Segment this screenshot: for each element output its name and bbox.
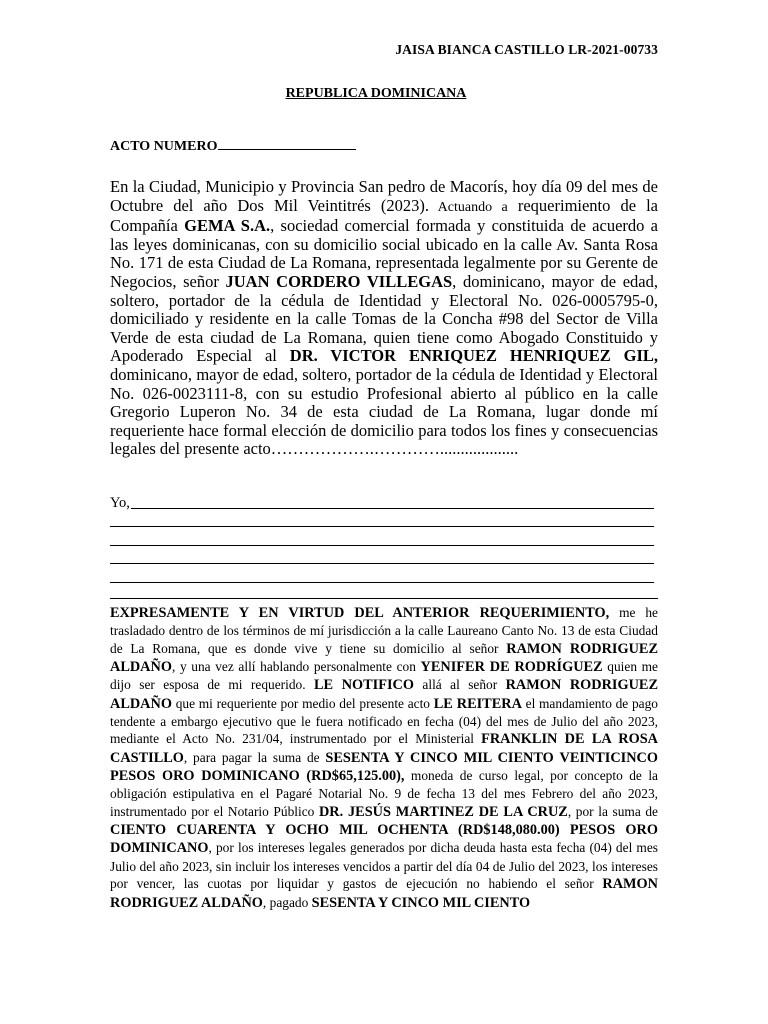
- document-reference-code: JAISA BIANCA CASTILLO LR-2021-00733: [395, 42, 658, 57]
- act-number-line: [110, 136, 356, 155]
- act-number-blank: [218, 136, 356, 150]
- intro-text-2: Actuando a: [429, 199, 508, 215]
- bailiff-blank-lines: [110, 493, 654, 586]
- act-number-label: ACTO NUMERO: [110, 139, 218, 154]
- intro-text-5: , dominicano, mayor de edad, soltero, portador de la cédula de Identidad y Electoral No. 026-0005795-0, domiciliado y residente en la calle Tomas de la Concha #98 del Sector de Villa Verde de esta ciudad de La Romana, quien tiene como Abogado Constituido y Apoderado Especial al: [110, 271, 658, 366]
- amount-continuation: SESENTA Y CINCO MIL CIENTO: [311, 894, 531, 911]
- spouse-name: YENIFER DE RODRÍGUEZ: [420, 659, 603, 676]
- blank-rule: [110, 525, 654, 527]
- blank-line: [110, 512, 654, 531]
- blank-rule: [131, 507, 654, 509]
- blank-rule: [110, 544, 654, 546]
- notification-paragraph: [110, 604, 658, 912]
- reiterate-keyword: LE REITERA: [433, 695, 522, 712]
- interest-amount: CIENTO CUARENTA Y OCHO MIL OCHENTA (RD$148,080.00) PESOS ORO DOMINICANO: [110, 822, 658, 857]
- document-title: REPUBLICA DOMINICANA: [285, 86, 467, 101]
- company-name: GEMA S.A.: [184, 216, 271, 236]
- blank-rule: [110, 581, 654, 583]
- blank-line: [110, 549, 654, 568]
- blank-rule: [110, 562, 654, 564]
- manager-name: JUAN CORDERO VILLEGAS: [225, 271, 453, 291]
- yo-label: Yo,: [110, 494, 130, 511]
- body-text-6: el mandamiento de pago tendente a embargo ejecutivo que le fuera notificado en fecha (04) del mes de Julio del año 2023, mediante el Acto No. 231/04, instrumentado por el Ministerial: [110, 695, 658, 747]
- intro-text-1: En la Ciudad, Municipio y Provincia San pedro de Macorís, hoy día 09 del mes de Octubre del año Dos Mil Veintitrés (2023).: [110, 177, 658, 215]
- principal-amount: SESENTA Y CINCO MIL CIENTO VEINTICINCO PESOS ORO DOMINICANO (RD$65,125.00),: [110, 749, 658, 785]
- intro-text-4: , sociedad comercial formada y constituida de acuerdo a las leyes dominicanas, con su domicilio social ubicado en la calle Av. Santa Rosa No. 171 de esta Ciudad de La Romana, representada legalmente por su Gerente de Negocios, señor: [110, 216, 658, 291]
- body-text-3: quien me dijo ser esposa de mi requerido.: [110, 659, 658, 693]
- intro-text-6: dominicano, mayor de edad, soltero, portador de la cédula de Identidad y Electoral No. 026-0023111-8, con su estudio Profesional abierto al público en la calle Gregorio Luperon No. 34 de esta ciudad de La Romana, lugar donde mí requeriente hace formal elección de domicilio para todos los fines y consecuencias legales del presente acto……………….…………...................: [110, 364, 658, 459]
- bailiff-name: FRANKLIN DE LA ROSA CASTILLO: [110, 731, 658, 766]
- notary-name: DR. JESÚS MARTINEZ DE LA CRUZ: [318, 803, 568, 820]
- body-text-5: que mi requeriente por medio del presente acto: [171, 695, 434, 711]
- section-divider: [110, 598, 658, 599]
- requirement-heading: EXPRESAMENTE Y EN VIRTUD DEL ANTERIOR REQUERIMIENTO,: [110, 605, 610, 621]
- debtor-name: RAMON RODRIGUEZ ALDAÑO: [110, 677, 659, 712]
- debtor-name: RAMON RODRIGUEZ ALDAÑO: [110, 640, 658, 676]
- body-text-8: moneda de curso legal, por concepto de la obligación estipulativa en el Pagaré Notarial No. 9 de fecha 13 del mes Febrero del año 2023, instrumentado por el Notario Público: [110, 768, 658, 819]
- yo-line: [110, 493, 654, 512]
- body-text-2: , y una vez allí hablando personalmente con: [171, 659, 421, 675]
- body-text-1: me he trasladado dentro de los términos de mí jurisdicción a la calle Laureano Canto No. 13 de esta Ciudad de La Romana, que es donde vive y tiene su domicilio al señor: [110, 605, 658, 656]
- blank-line: [110, 530, 654, 549]
- lawyer-name: DR. VICTOR ENRIQUEZ HENRIQUEZ GIL,: [289, 346, 658, 366]
- body-text-10: , por los intereses legales generados por dicha deuda hasta esta fecha (04) del mes Julio del año 2023, sin incluir los intereses vencidos a partir del día 04 de Julio del 2023, los intereses por vencer, las cuotas por liquidar y gastos de ejecución no habiendo el señor: [110, 840, 658, 892]
- body-text-7: , para pagar la suma de: [183, 749, 326, 765]
- intro-text-3: requerimiento de la Compañía: [110, 195, 659, 236]
- notify-keyword: LE NOTIFICO: [314, 677, 414, 694]
- body-text-4: allá al señor: [414, 677, 506, 693]
- blank-line: [110, 567, 654, 586]
- debtor-name: RAMON RODRIGUEZ ALDAÑO: [110, 876, 658, 911]
- intro-paragraph: [110, 178, 658, 459]
- body-text-9: , por la suma de: [567, 803, 659, 819]
- body-text-11: , pagado: [262, 894, 312, 910]
